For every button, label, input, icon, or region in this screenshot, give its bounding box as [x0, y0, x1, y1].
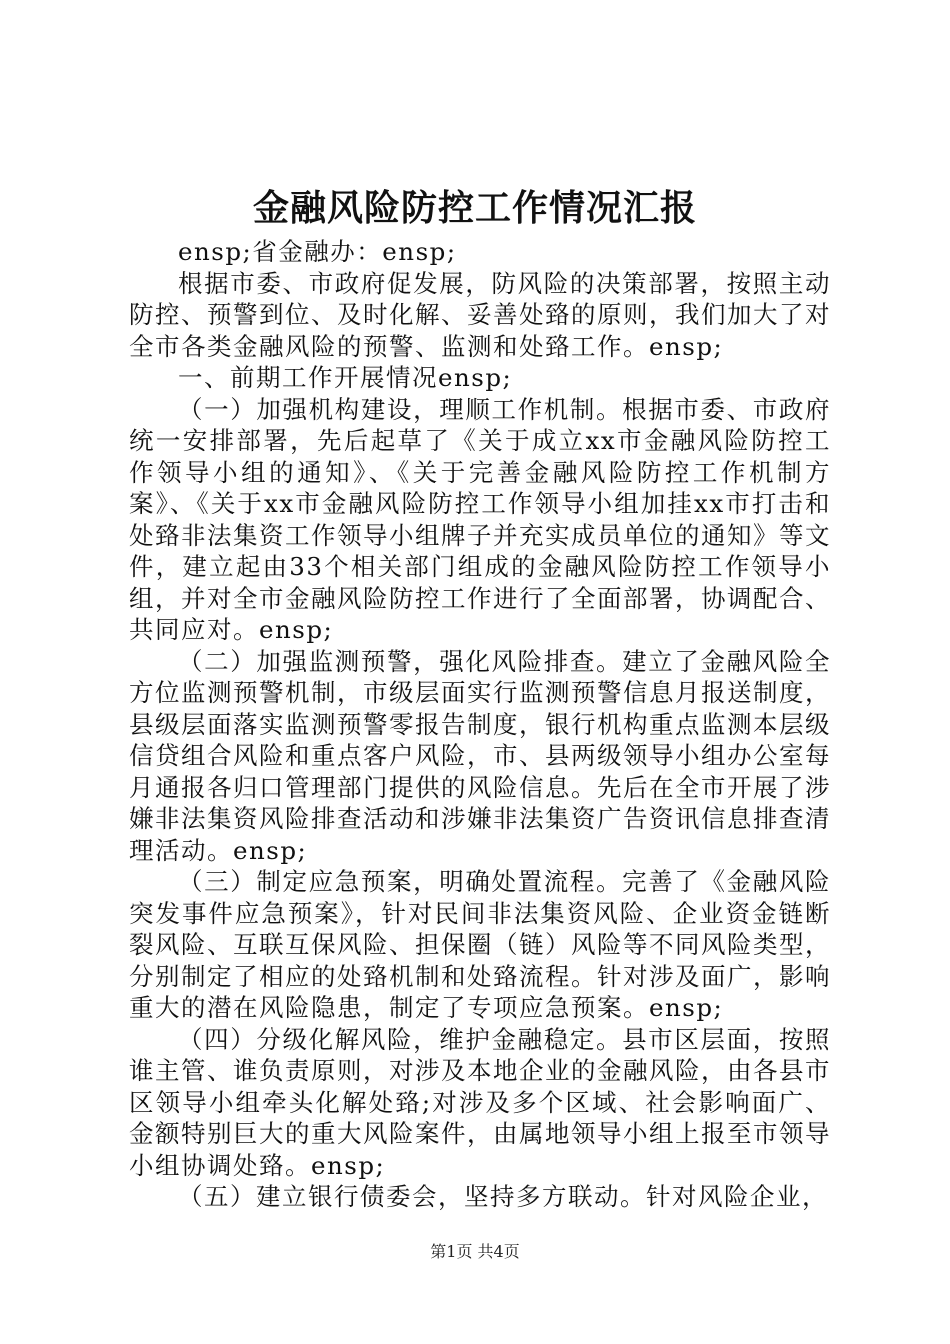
page-number-footer: 第1页 共4页	[430, 1242, 520, 1261]
document-body	[129, 236, 831, 1213]
body-paragraph: （一）加强机构建设，理顺工作机制。根据市委、市政府统一安排部署，先后起草了《关于成立xx市金融风险防控工作领导小组的通知》、《关于完善金融风险防控工作机制方案》、《关于xx市金融风险防控工作领导小组加挂xx市打击和处臵非法集资工作领导小组牌子并充实成员单位的通知》等文件，建立起由33个相关部门组成的金融风险防控工作领导小组，并对全市金融风险防控工作进行了全面部署，协调配合、共同应对。ensp;	[129, 394, 831, 644]
body-paragraph: （四）分级化解风险，维护金融稳定。县市区层面，按照谁主管、谁负责原则，对涉及本地企业的金融风险，由各县市区领导小组牵头化解处臵;对涉及多个区域、社会影响面广、金额特别巨大的重大风险案件，由属地领导小组上报至市领导小组协调处臵。ensp;	[129, 1024, 831, 1180]
section-heading: 一、前期工作开展情况ensp;	[178, 363, 513, 392]
body-paragraph: （三）制定应急预案，明确处置流程。完善了《金融风险突发事件应急预案》，针对民间非法集资风险、企业资金链断裂风险、互联互保风险、担保圈（链）风险等不同风险类型，分别制定了相应的处臵机制和处臵流程。针对涉及面广，影响重大的潜在风险隐患，制定了专项应急预案。ensp;	[129, 867, 831, 1022]
document-title: 金融风险防控工作情况汇报	[252, 187, 697, 229]
body-paragraph: （二）加强监测预警，强化风险排查。建立了金融风险全方位监测预警机制，市级层面实行监测预警信息月报送制度，县级层面落实监测预警零报告制度，银行机构重点监测本层级信贷组合风险和重点客户风险，市、县两级领导小组办公室每月通报各归口管理部门提供的风险信息。先后在全市开展了涉嫌非法集资风险排查活动和涉嫌非法集资广告资讯信息排查清理活动。ensp;	[129, 646, 831, 865]
salutation-paragraph: ensp;省金融办：ensp;	[178, 237, 457, 266]
body-paragraph: （五）建立银行债委会，坚持多方联动。针对风险企业，	[178, 1182, 828, 1211]
body-paragraph: 根据市委、市政府促发展，防风险的决策部署，按照主动防控、预警到位、及时化解、妥善处臵的原则，我们加大了对全市各类金融风险的预警、监测和处臵工作。ensp;	[129, 268, 831, 361]
